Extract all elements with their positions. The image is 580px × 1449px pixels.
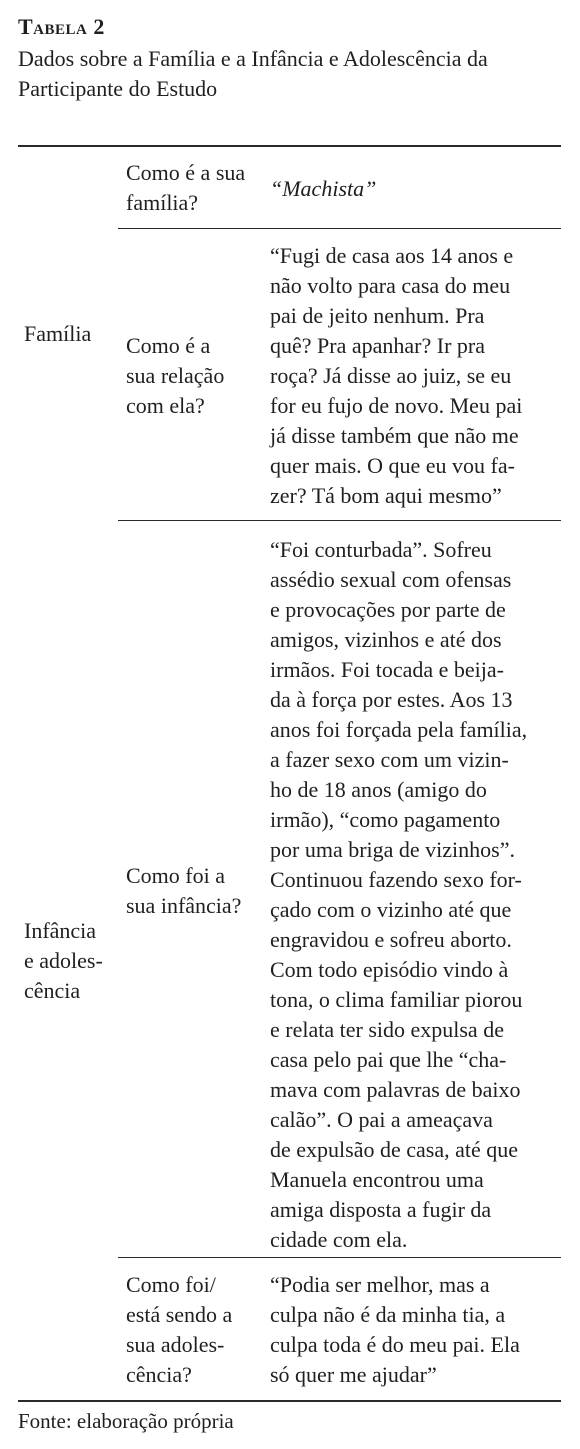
question-line: sua relação	[126, 363, 225, 388]
answer-cell	[270, 241, 562, 511]
answer-line: só quer me ajudar”	[270, 1362, 437, 1387]
answer-line: Manuela encontrou uma	[270, 1167, 484, 1192]
category-line: e adoles-	[24, 948, 103, 973]
answer-line: zer? Tá bom aqui mesmo”	[270, 483, 502, 508]
answer-line: engravidou e sofreu aborto.	[270, 927, 512, 952]
question-line: sua infância?	[126, 893, 242, 918]
row-divider	[118, 1257, 561, 1258]
answer-line: culpa não é da minha tia, a	[270, 1302, 506, 1327]
answer-cell	[270, 535, 562, 1255]
answer-line: e relata ter sido expulsa de	[270, 1017, 504, 1042]
answer-line: culpa toda é do meu pai. Ela	[270, 1332, 520, 1357]
answer-line: por uma briga de vizinhos”.	[270, 837, 515, 862]
answer-line: irmãos. Foi tocada e beija-	[270, 657, 504, 682]
answer-line: calão”. O pai a ameaçava	[270, 1107, 493, 1132]
question-line: sua adoles-	[126, 1332, 225, 1357]
table-label: Tabela 2	[18, 14, 105, 39]
answer-line: mava com palavras de baixo	[270, 1077, 521, 1102]
answer-line: a fazer sexo com um vizin-	[270, 747, 509, 772]
answer-line: amigos, vizinhos e até dos	[270, 627, 502, 652]
question-line: Como é a sua	[126, 160, 246, 185]
answer-line: roça? Já disse ao juiz, se eu	[270, 363, 512, 388]
answer-line: de expulsão de casa, até que	[270, 1137, 518, 1162]
question-line: com ela?	[126, 393, 205, 418]
question-cell	[126, 158, 264, 218]
answer-line: tona, o clima familiar piorou	[270, 987, 523, 1012]
question-line: cência?	[126, 1362, 192, 1387]
answer-line: não volto para casa do meu	[270, 273, 511, 298]
answer-line: amiga disposta a fugir da	[270, 1197, 492, 1222]
question-line: Como foi/	[126, 1272, 216, 1297]
question-line: Como foi a	[126, 863, 225, 888]
answer-line: “Podia ser melhor, mas a	[270, 1272, 490, 1297]
row-divider	[118, 228, 561, 229]
question-cell	[126, 331, 264, 421]
answer-line: ho de 18 anos (amigo do	[270, 777, 487, 802]
caption-line: Participante do Estudo	[18, 76, 218, 101]
answer-line: çado com o vizinho até que	[270, 897, 512, 922]
caption-line: Dados sobre a Família e a Infância e Adolescência da	[18, 46, 488, 71]
table-source: Fonte: elaboração própria	[18, 1409, 234, 1433]
answer-line: cidade com ela.	[270, 1227, 408, 1252]
table-caption	[18, 44, 563, 104]
question-cell	[126, 861, 264, 921]
answer-line: e provocações por parte de	[270, 597, 506, 622]
answer-line: “Fugi de casa aos 14 anos e	[270, 243, 514, 268]
answer-line: for eu fujo de novo. Meu pai	[270, 393, 523, 418]
question-line: está sendo a	[126, 1302, 233, 1327]
question-cell	[126, 1270, 264, 1390]
answer-line: já disse também que não me	[270, 423, 519, 448]
question-line: Como é a	[126, 333, 211, 358]
answer-line: quê? Pra apanhar? Ir pra	[270, 333, 485, 358]
question-line: família?	[126, 190, 199, 215]
answer-line: “Foi conturbada”. Sofreu	[270, 537, 492, 562]
answer-line: “Machista”	[270, 176, 377, 201]
answer-cell	[270, 1270, 562, 1390]
answer-line: casa pelo pai que lhe “cha-	[270, 1047, 507, 1072]
answer-line: quer mais. O que eu vou fa-	[270, 453, 515, 478]
table-top-rule	[18, 145, 561, 147]
table-bottom-rule	[18, 1400, 561, 1402]
answer-cell	[270, 174, 562, 204]
category-line: cência	[24, 978, 81, 1003]
answer-line: da à força por estes. Aos 13	[270, 687, 513, 712]
answer-line: assédio sexual com ofensas	[270, 567, 512, 592]
answer-line: Continuou fazendo sexo for-	[270, 867, 522, 892]
answer-line: Com todo episódio vindo à	[270, 957, 509, 982]
category-infancia-adolescencia	[24, 916, 116, 1006]
group-divider	[118, 520, 561, 521]
category-line: Infância	[24, 918, 97, 943]
answer-line: irmão), “como pagamento	[270, 807, 501, 832]
category-familia: Família	[24, 321, 92, 346]
answer-line: pai de jeito nenhum. Pra	[270, 303, 485, 328]
answer-line: anos foi forçada pela família,	[270, 717, 528, 742]
